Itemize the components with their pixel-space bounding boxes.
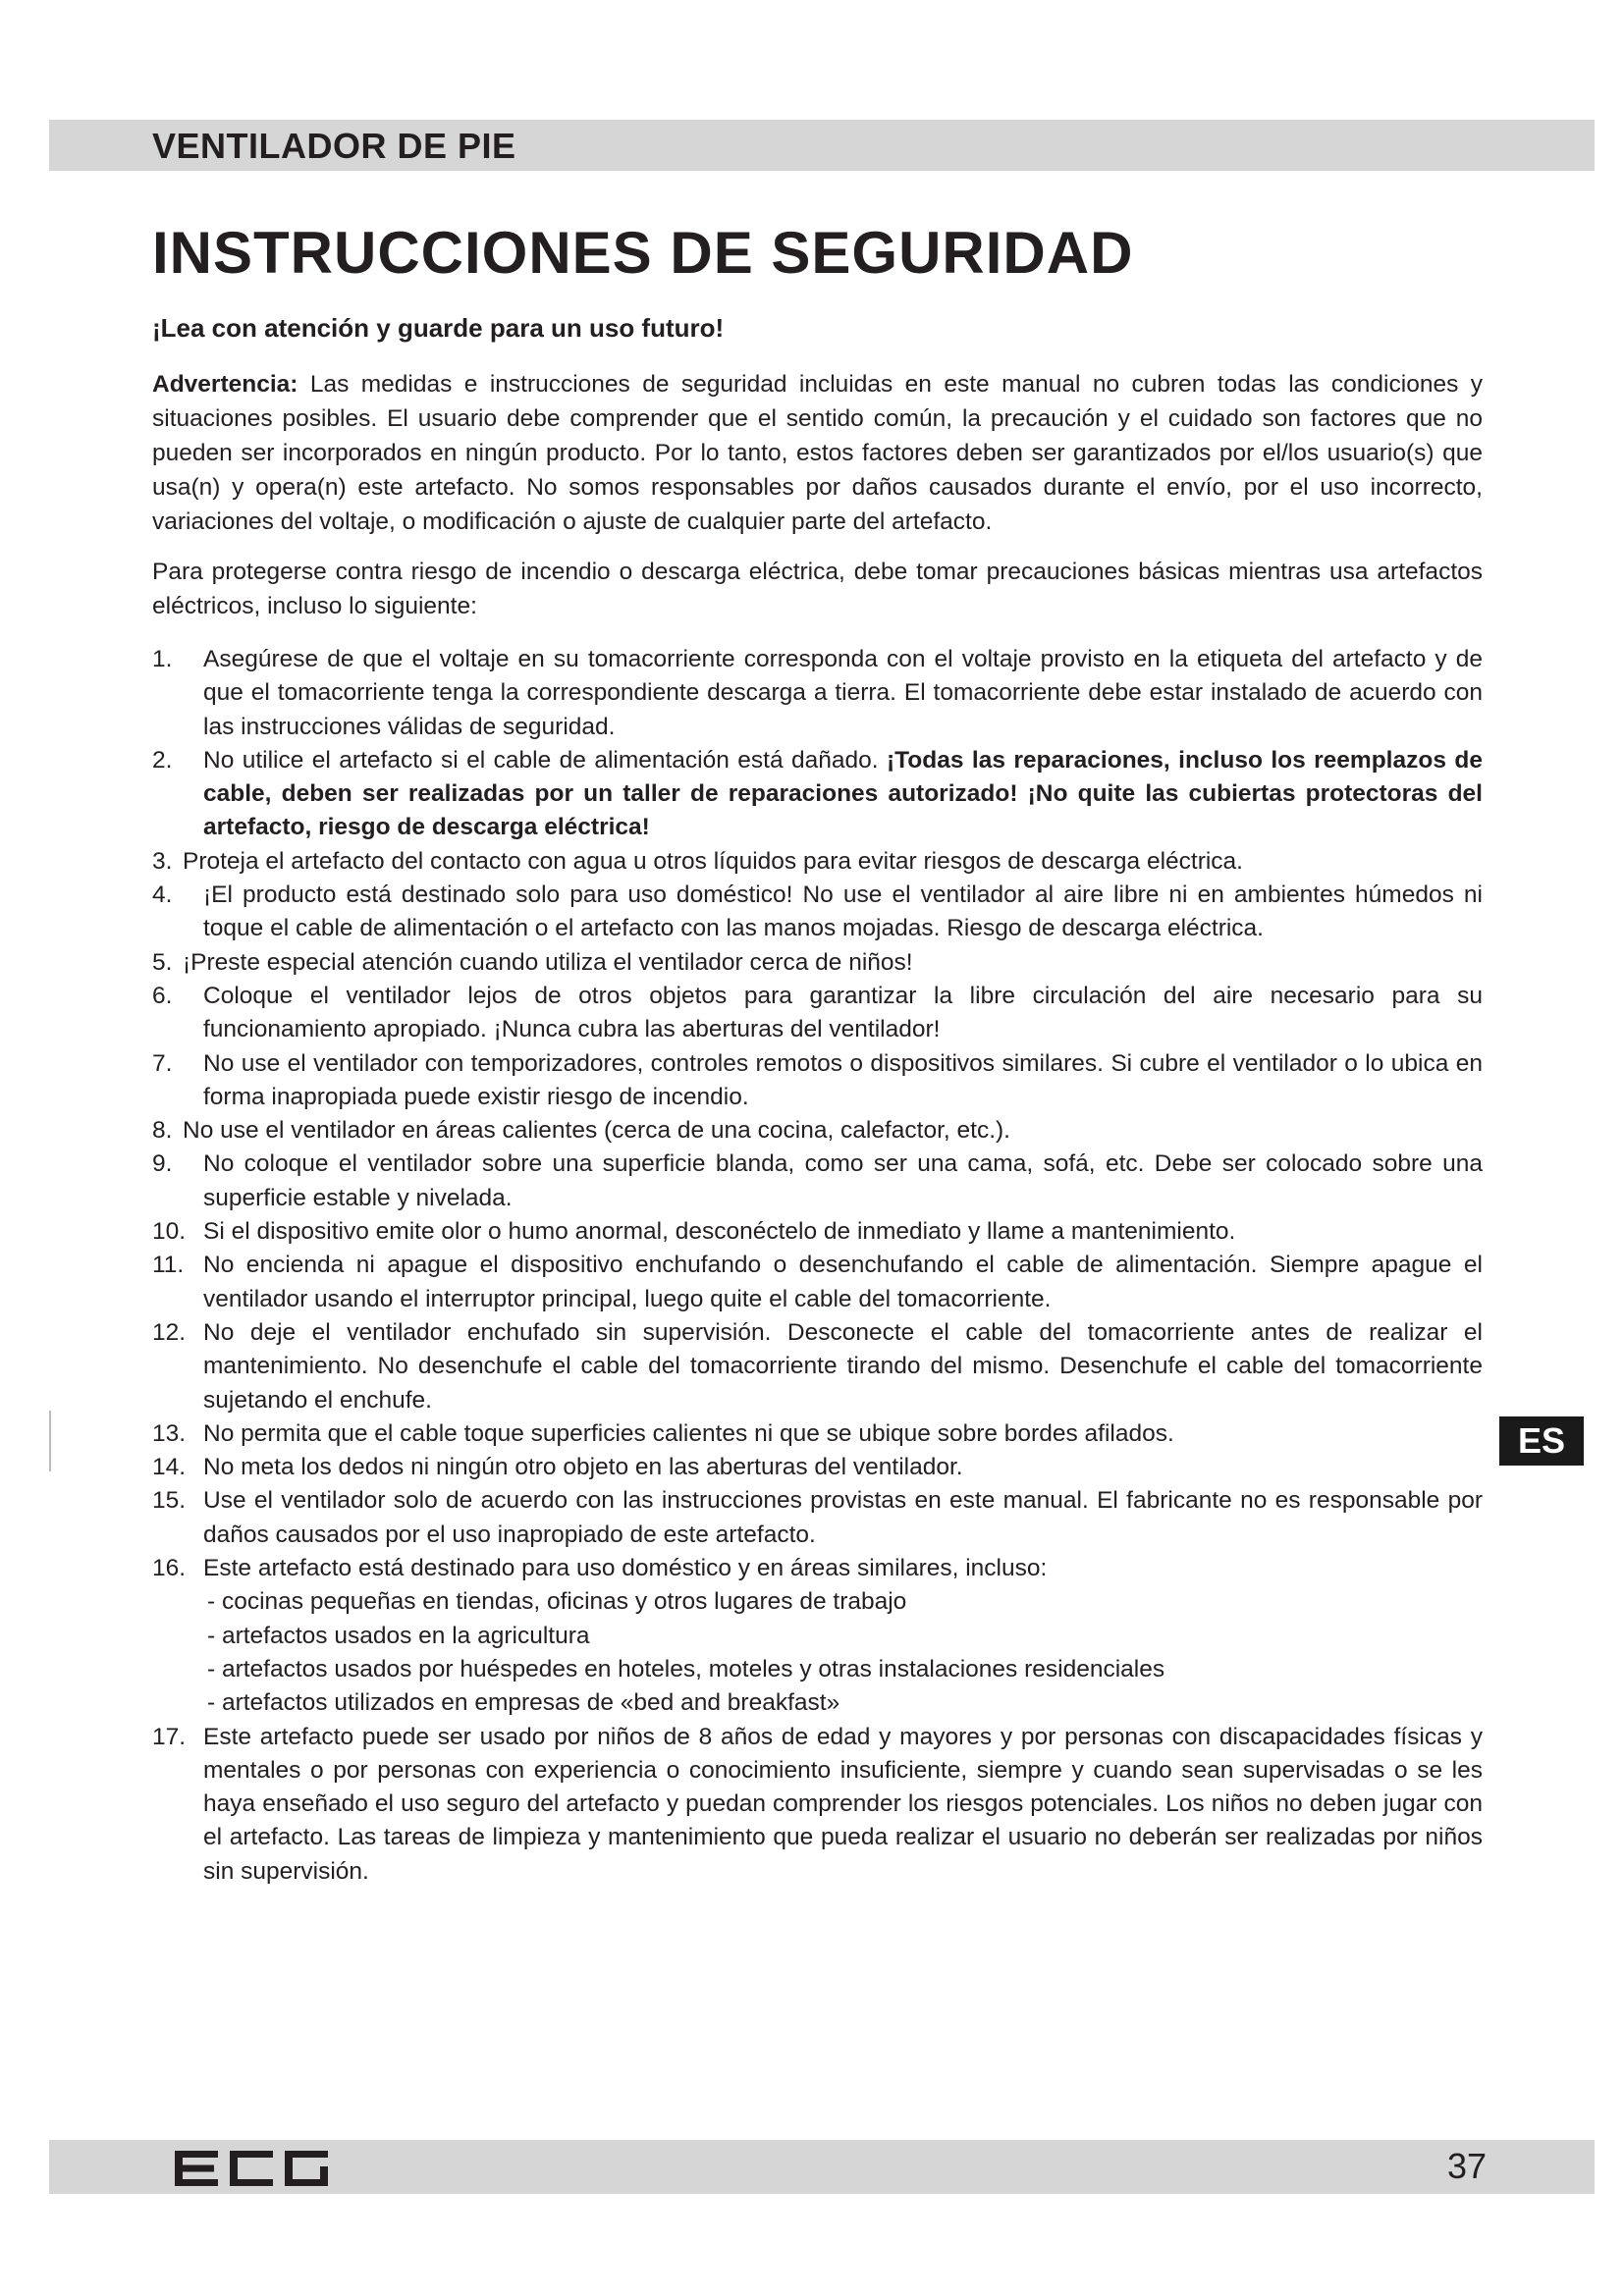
item-number: 10. (152, 1218, 187, 1246)
item-number: 15. (152, 1487, 187, 1515)
item-number: 8. (152, 1117, 173, 1145)
item-text: No use el ventilador con temporizadores, controles remotos o dispositivos similares. Si cubre el ventilador o lo ubica en forma inapropiada puede existir riesgo de incendio. (203, 1049, 1483, 1110)
list-item (152, 1451, 1483, 1484)
warning-paragraph (152, 367, 1483, 539)
item-bold-text: ¡Todas las reparaciones, incluso los reemplazos de cable, deben ser realizadas por un taller de reparaciones autorizado! ¡No quite las cubiertas protectoras del artefacto, riesgo de descarga eléctrica! (203, 746, 1483, 841)
list-item (152, 980, 1483, 1047)
item-text: No permita que el cable toque superficies calientes ni que se ubique sobre bordes afilados. (203, 1419, 1174, 1447)
item-number: 14. (152, 1454, 187, 1481)
list-item (152, 1316, 1483, 1417)
list-item (152, 1114, 1483, 1148)
item-text: Asegúrese de que el voltaje en su tomacorriente corresponda con el voltaje provisto en la etiqueta del artefacto y de que el tomacorriente tenga la correspondiente descarga a tierra. El tomacorriente debe estar instalado de acuerdo con las instrucciones válidas de seguridad. (203, 646, 1483, 740)
list-item (152, 1215, 1483, 1249)
item-number: 1. (152, 646, 173, 672)
item-text: No deje el ventilador enchufado sin supervisión. Desconecte el cable del tomacorriente antes de realizar el mantenimiento. No desenchufe el cable del tomacorriente tirando del mismo. Desenchufe el cable del tomacorriente sujetando el enchufe. (203, 1318, 1483, 1414)
item-text: No utilice el artefacto si el cable de alimentación está dañado. (203, 746, 887, 774)
list-item (152, 1148, 1483, 1215)
list-item (152, 1484, 1483, 1552)
sub-list-item: - artefactos usados en la agricultura (207, 1622, 590, 1649)
item-text: ¡El producto está destinado solo para uso doméstico! No use el ventilador al aire libre ni en ambientes húmedos ni toque el cable de alimentación o el artefacto con las manos mojadas. Riesgo de descarga eléctrica. (203, 881, 1483, 942)
item-number: 6. (152, 982, 173, 1009)
header-band (49, 120, 1595, 171)
sub-list (203, 1585, 1483, 1720)
list-item (152, 744, 1483, 845)
footer-band (49, 2140, 1595, 2194)
list-item (152, 643, 1483, 744)
safety-list (152, 643, 1483, 1889)
item-number: 17. (152, 1723, 187, 1750)
item-text: ¡Preste especial atención cuando utiliza el ventilador cerca de niños! (183, 948, 913, 976)
list-item (152, 1417, 1483, 1451)
item-number: 7. (152, 1049, 173, 1077)
page-number: 37 (1446, 2146, 1487, 2186)
item-text: Si el dispositivo emite olor o humo anormal, desconéctelo de inmediato y llame a mantenimiento. (203, 1218, 1236, 1246)
language-tab: ES (1499, 1416, 1584, 1466)
product-title: VENTILADOR DE PIE (152, 126, 516, 166)
item-number: 2. (152, 746, 173, 774)
page-title: INSTRUCCIONES DE SEGURIDAD (152, 220, 1134, 286)
list-item (152, 1047, 1483, 1115)
item-text: No use el ventilador en áreas calientes (cerca de una cocina, calefactor, etc.). (183, 1117, 1010, 1145)
subtitle: ¡Lea con atención y guarde para un uso futuro! (152, 313, 725, 343)
sub-list-item: - cocinas pequeñas en tiendas, oficinas y otros lugares de trabajo (207, 1588, 907, 1616)
list-item (152, 1249, 1483, 1316)
item-text: Este artefacto puede ser usado por niños de 8 años de edad y mayores y por personas con discapacidades físicas y mentales o por personas con experiencia o conocimiento insuficiente, siempre y cuando sean supervisadas o se les haya enseñado el uso seguro del artefacto y puedan comprender los riesgos potenciales. Los niños no deben jugar con el artefacto. Las tareas de limpieza y mantenimiento que pueda realizar el usuario no deberán ser realizadas por niños sin supervisión. (203, 1723, 1483, 1885)
sub-list-item: - artefactos utilizados en empresas de «bed and breakfast» (207, 1689, 840, 1717)
item-number: 16. (152, 1555, 187, 1582)
item-text: No encienda ni apague el dispositivo enchufando o desenchufando el cable de alimentación. Siempre apague el ventilador usando el interruptor principal, luego quite el cable del tomacorriente. (203, 1252, 1483, 1312)
item-number: 4. (152, 881, 173, 909)
ecg-logo (175, 2149, 332, 2193)
item-number: 9. (152, 1150, 173, 1178)
list-item (152, 1721, 1483, 1889)
item-text: Use el ventilador solo de acuerdo con las instrucciones provistas en este manual. El fabricante no es responsable por daños causados por el uso inapropiado de este artefacto. (203, 1487, 1483, 1548)
item-text: Proteja el artefacto del contacto con agua u otros líquidos para evitar riesgos de descarga eléctrica. (183, 847, 1243, 875)
item-number: 3. (152, 847, 173, 875)
warning-text: Las medidas e instrucciones de seguridad incluidas en este manual no cubren todas las condiciones y situaciones posibles. El usuario debe comprender que el sentido común, la precaución y el cuidado son factores que no pueden ser incorporados en ningún producto. Por lo tanto, estos factores deben ser garantizados por el/los usuario(s) que usa(n) y opera(n) este artefacto. No somos responsables por daños causados durante el envío, por el uso incorrecto, variaciones del voltaje, o modificación o ajuste de cualquier parte del artefacto. (152, 371, 1483, 535)
item-text: No coloque el ventilador sobre una superficie blanda, como ser una cama, sofá, etc. Debe ser colocado sobre una superficie estable y nivelada. (203, 1150, 1483, 1211)
main-content (152, 206, 1483, 1889)
intro-paragraph: Para protegerse contra riesgo de incendio o descarga eléctrica, debe tomar precauciones básicas mientras usa artefactos eléctricos, incluso lo siguiente: (152, 559, 1483, 619)
list-item (152, 946, 1483, 980)
sub-list-item: - artefactos usados por huéspedes en hoteles, moteles y otras instalaciones residenciales (207, 1655, 1165, 1682)
list-item (152, 845, 1483, 879)
item-text: Este artefacto está destinado para uso doméstico y en áreas similares, incluso: (203, 1555, 1048, 1582)
item-number: 5. (152, 948, 173, 976)
item-number: 13. (152, 1419, 187, 1447)
list-item (152, 1552, 1483, 1720)
item-number: 11. (152, 1252, 185, 1279)
item-text: No meta los dedos ni ningún otro objeto en las aberturas del ventilador. (203, 1454, 963, 1481)
item-number: 12. (152, 1318, 187, 1346)
ecg-logo-mark (175, 2149, 332, 2188)
item-text: Coloque el ventilador lejos de otros objetos para garantizar la libre circulación del aire necesario para su funcionamiento apropiado. ¡Nunca cubra las aberturas del ventilador! (203, 982, 1483, 1043)
list-item (152, 879, 1483, 946)
warning-label: Advertencia: (152, 371, 298, 398)
margin-divider (49, 1411, 51, 1471)
